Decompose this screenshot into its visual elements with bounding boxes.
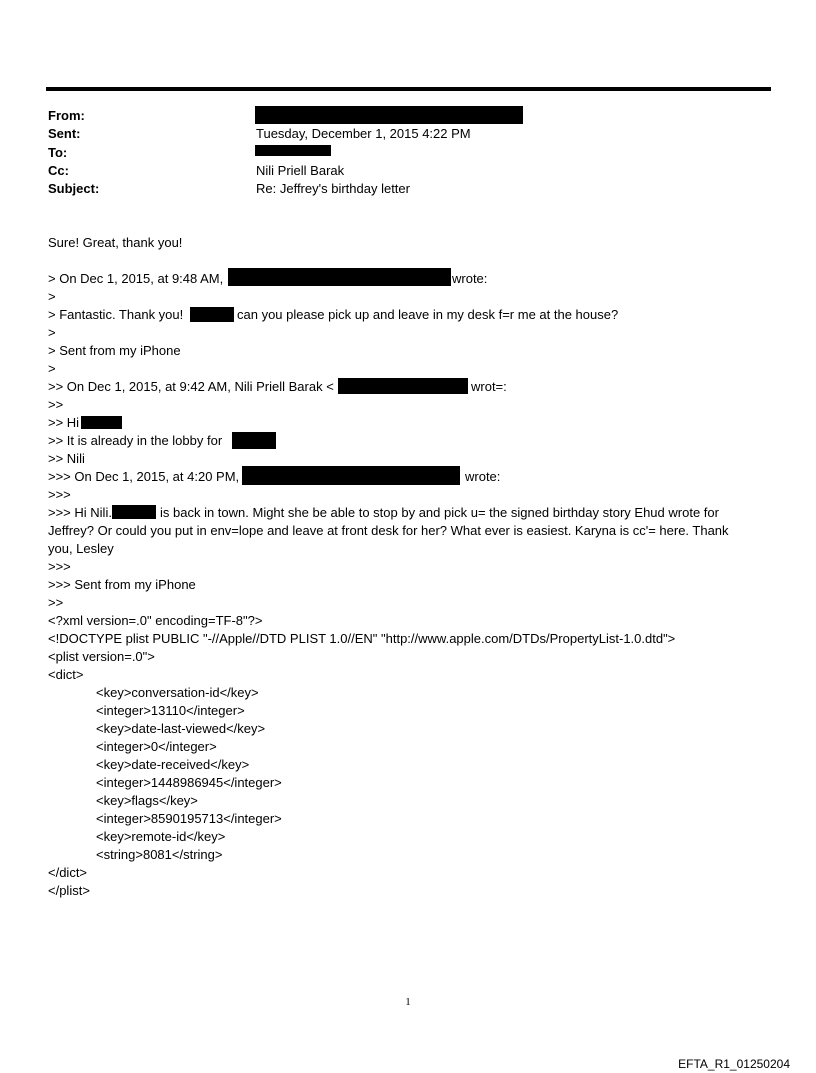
- body-line: >> Nili: [48, 451, 85, 466]
- cc-label: Cc:: [48, 163, 69, 178]
- body-line: >>> Hi Nili.: [48, 505, 112, 520]
- xml-line: <integer>8590195713</integer>: [96, 811, 282, 826]
- body-line: >> It is already in the lobby for: [48, 433, 223, 448]
- xml-line: <dict>: [48, 667, 84, 682]
- body-line: >>>: [48, 487, 71, 502]
- redaction: [112, 505, 156, 519]
- body-line: >> Hi: [48, 415, 80, 430]
- redaction: [242, 466, 460, 485]
- subject-value: Re: Jeffrey's birthday letter: [256, 181, 410, 196]
- body-line: >>> On Dec 1, 2015, at 4:20 PM,: [48, 469, 240, 484]
- bates-number: EFTA_R1_01250204: [678, 1057, 790, 1071]
- body-line: >>>: [48, 559, 71, 574]
- xml-line: </dict>: [48, 865, 88, 880]
- xml-line: <integer>1448986945</integer>: [96, 775, 282, 790]
- body-line: > Fantastic. Thank you!: [48, 307, 184, 322]
- redaction: [228, 268, 451, 286]
- body-line: you, Lesley: [48, 541, 114, 556]
- body-line: > Sent from my iPhone: [48, 343, 181, 358]
- body-line: can you please pick up and leave in my desk f=r me at the house?: [237, 307, 619, 322]
- header-rule: [46, 87, 771, 91]
- redaction: [81, 416, 122, 429]
- redaction: [232, 432, 276, 449]
- body-line: wrote:: [465, 469, 501, 484]
- xml-line: <key>date-last-viewed</key>: [96, 721, 266, 736]
- xml-line: <key>flags</key>: [96, 793, 198, 808]
- xml-line: <?xml version=.0" encoding=TF-8"?>: [48, 613, 263, 628]
- body-line: wrote:: [452, 271, 488, 286]
- cc-value: Nili Priell Barak: [256, 163, 345, 178]
- body-line: >>: [48, 595, 64, 610]
- body-line: >: [48, 289, 56, 304]
- xml-line: <integer>0</integer>: [96, 739, 217, 754]
- redaction: [338, 378, 468, 394]
- page-number: 1: [405, 996, 411, 1008]
- sent-label: Sent:: [48, 126, 81, 141]
- xml-line: <!DOCTYPE plist PUBLIC "-//Apple//DTD PLIST 1.0//EN" "http://www.apple.com/DTDs/PropertyList-1.0.dtd">: [48, 631, 676, 646]
- xml-line: <plist version=.0">: [48, 649, 155, 664]
- subject-label: Subject:: [48, 181, 100, 196]
- from-redaction: [255, 106, 523, 124]
- body-line: >: [48, 361, 56, 376]
- body-line: Jeffrey? Or could you put in env=lope and leave at front desk for her? What ever is easiest. Karyna is cc'= here. Thank: [48, 523, 729, 538]
- xml-line: <key>conversation-id</key>: [96, 685, 259, 700]
- to-label: To:: [48, 145, 68, 160]
- xml-line: <integer>13110</integer>: [96, 703, 245, 718]
- xml-line: </plist>: [48, 883, 90, 898]
- body-line: >: [48, 325, 56, 340]
- body-line: > On Dec 1, 2015, at 9:48 AM,: [48, 271, 224, 286]
- xml-line: <key>date-received</key>: [96, 757, 250, 772]
- body-line: wrot=:: [471, 379, 507, 394]
- body-line: >>: [48, 397, 64, 412]
- to-redaction: [255, 145, 331, 156]
- body-line: >> On Dec 1, 2015, at 9:42 AM, Nili Priell Barak <: [48, 379, 334, 394]
- xml-line: <string>8081</string>: [96, 847, 223, 862]
- from-label: From:: [48, 108, 85, 123]
- body-line: Sure! Great, thank you!: [48, 235, 183, 250]
- body-line: is back in town. Might she be able to stop by and pick u= the signed birthday story Ehud wrote for: [160, 505, 719, 520]
- redaction: [190, 307, 234, 322]
- sent-value: Tuesday, December 1, 2015 4:22 PM: [256, 126, 471, 141]
- body-line: >>> Sent from my iPhone: [48, 577, 196, 592]
- xml-line: <key>remote-id</key>: [96, 829, 226, 844]
